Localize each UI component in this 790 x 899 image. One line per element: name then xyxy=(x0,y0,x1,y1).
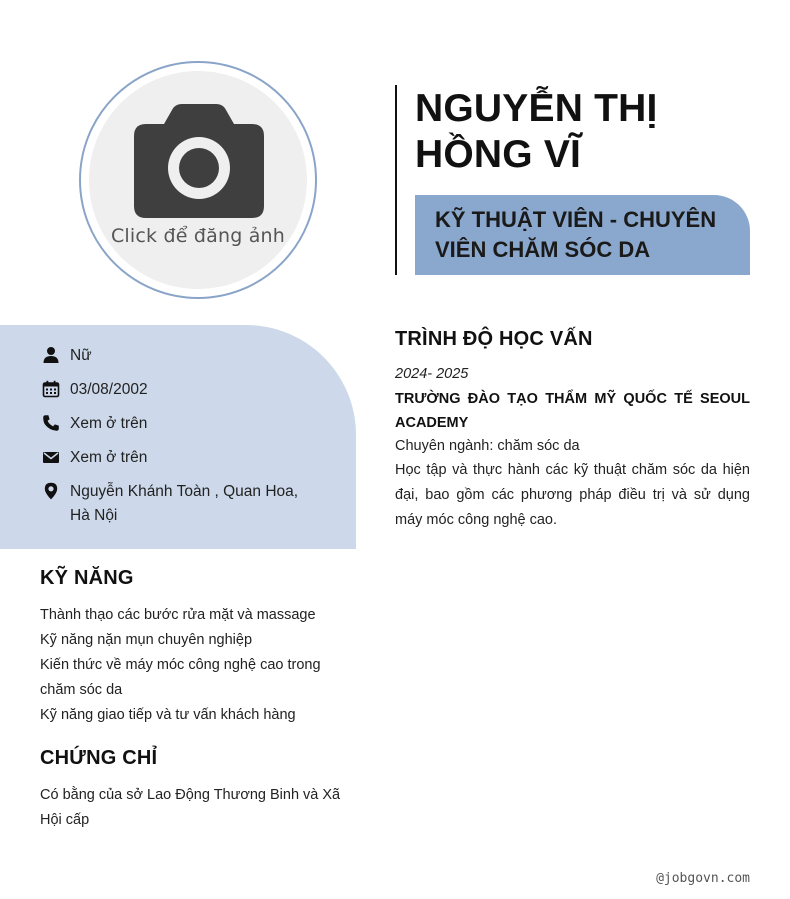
phone-value: Xem ở trên xyxy=(70,415,148,432)
person-icon xyxy=(42,346,60,364)
gender-value: Nữ xyxy=(70,347,92,364)
calendar-icon xyxy=(42,380,60,398)
skills-heading: KỸ NĂNG xyxy=(40,567,134,589)
candidate-name: NGUYỄN THỊ HỒNG VĨ xyxy=(415,87,658,176)
education-major: Chuyên ngành: chăm sóc da xyxy=(395,438,580,454)
education-description: Học tập và thực hành các kỹ thuật chăm sóc da hiện đại, bao gồm các phương pháp điều trị và sử dụng máy móc công nghệ cao. xyxy=(395,462,750,528)
skill-item: Kỹ năng giao tiếp và tư vấn khách hàng xyxy=(40,707,296,723)
address-value: Nguyễn Khánh Toàn , Quan Hoa, Hà Nội xyxy=(70,483,299,524)
phone-icon xyxy=(42,414,60,432)
mail-icon xyxy=(42,448,60,466)
skill-item: Kiến thức về máy móc công nghệ cao trong chăm sóc da xyxy=(40,657,321,698)
certificates-list xyxy=(40,783,355,833)
contact-email xyxy=(42,446,147,470)
birthday-value: 03/08/2002 xyxy=(70,381,148,398)
footer-watermark: @jobgovn.com xyxy=(656,871,750,886)
avatar-upload-label: Click để đăng ảnh xyxy=(110,225,286,247)
education-school: TRƯỜNG ĐÀO TẠO THẨM MỸ QUỐC TẾ SEOUL ACADEMY xyxy=(395,391,750,431)
certificates-heading: CHỨNG CHỈ xyxy=(40,747,158,769)
contact-phone xyxy=(42,412,147,436)
camera-icon xyxy=(134,104,264,224)
contact-birthday xyxy=(42,378,148,402)
name-divider xyxy=(395,85,397,275)
email-value: Xem ở trên xyxy=(70,449,148,466)
job-title-banner xyxy=(415,195,750,275)
skill-item: Thành thạo các bước rửa mặt và massage xyxy=(40,607,316,623)
certificate-item: Có bằng của sở Lao Động Thương Binh và Xã Hội cấp xyxy=(40,787,341,828)
skills-list xyxy=(40,603,355,728)
avatar-frame xyxy=(79,61,317,299)
avatar-upload-button[interactable] xyxy=(89,71,307,289)
location-pin-icon xyxy=(42,482,60,500)
education-period: 2024- 2025 xyxy=(395,366,469,382)
education-heading: TRÌNH ĐỘ HỌC VẤN xyxy=(395,328,593,350)
contact-gender xyxy=(42,344,92,368)
contact-address xyxy=(42,480,312,528)
skill-item: Kỹ năng nặn mụn chuyên nghiệp xyxy=(40,632,253,648)
job-title: KỸ THUẬT VIÊN - CHUYÊN VIÊN CHĂM SÓC DA xyxy=(435,207,717,262)
